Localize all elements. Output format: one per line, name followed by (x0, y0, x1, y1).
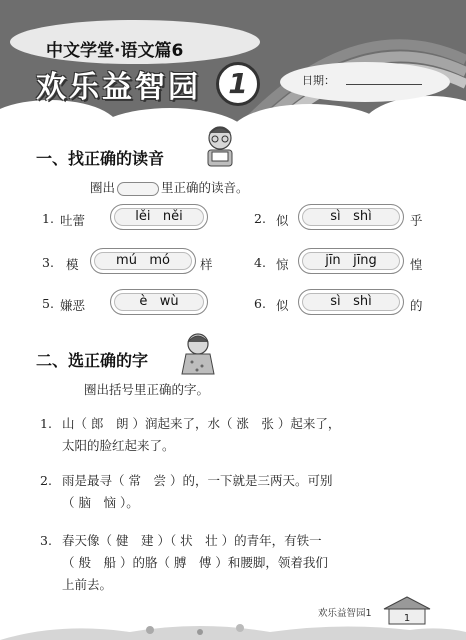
section2-title: 二、选正确的字 (36, 351, 149, 370)
pinyin-choice-pill[interactable] (110, 204, 208, 230)
pinyin-choice-pill[interactable] (110, 289, 208, 315)
item-word-suffix: 的 (410, 298, 423, 313)
sentence-number: 3. (40, 533, 52, 548)
house-icon (382, 595, 432, 625)
capsule-placeholder (117, 182, 159, 196)
pinyin-option[interactable]: shì (353, 294, 372, 309)
series-title: 中文学堂·语文篇6 (46, 41, 184, 61)
item-number: 2. (254, 211, 266, 226)
sentence-line: 上前去。 (62, 577, 113, 592)
pinyin-choice-pill[interactable] (298, 248, 404, 274)
footer-title: 欢乐益智园1 (318, 608, 372, 619)
lesson-number-badge: 1 (216, 62, 260, 106)
pinyin-option[interactable]: mó (149, 253, 170, 268)
item-number: 6. (254, 296, 266, 311)
header-banner (0, 0, 466, 135)
pinyin-option[interactable]: è (139, 294, 148, 309)
item-number: 5. (42, 296, 54, 311)
sentence-line: 太阳的脸红起来了。 (62, 438, 175, 453)
pinyin-option[interactable]: něi (162, 209, 183, 224)
item-word: 惊 (276, 257, 289, 272)
item-word: 嫌恶 (60, 298, 86, 313)
section1-title: 一、找正确的读音 (36, 149, 165, 168)
item-number: 1. (42, 211, 54, 226)
girl-illustration (180, 332, 216, 376)
sentence-line[interactable]: （ 般 船 ）的胳（ 膊 傅 ）和腰脚，领着我们 (62, 555, 328, 570)
banner-title: 欢乐益智园 (36, 70, 201, 105)
pinyin-choice-pill[interactable] (298, 289, 404, 315)
item-word: 似 (276, 213, 289, 228)
item-word: 吐蕾 (60, 213, 86, 228)
item-number: 3. (42, 255, 54, 270)
item-number: 4. (254, 255, 266, 270)
pinyin-option[interactable]: wù (159, 294, 179, 309)
item-word-suffix: 乎 (410, 213, 423, 228)
section1-instruction: 圈出 里正确的读音。 (90, 180, 249, 195)
sentence-line[interactable]: 雨是最寻（ 常 尝 ）的，一下就是三两天。可别 (62, 473, 333, 488)
sentence-number: 2. (40, 473, 52, 488)
pinyin-choice-pill[interactable] (298, 204, 404, 230)
pinyin-choice-pill[interactable] (90, 248, 196, 274)
pinyin-option[interactable]: shì (353, 209, 372, 224)
pinyin-option[interactable]: lěi (135, 209, 151, 224)
item-word-suffix: 惶 (410, 257, 423, 272)
boy-reading-illustration (202, 124, 238, 168)
item-word-suffix: 样 (200, 257, 213, 272)
item-word: 模 (66, 257, 79, 272)
pinyin-option[interactable]: mú (116, 253, 137, 268)
item-word: 似 (276, 298, 289, 313)
date-label: 日期： (302, 74, 335, 87)
pinyin-option[interactable]: sì (330, 294, 341, 309)
pinyin-option[interactable]: sì (330, 209, 341, 224)
pinyin-option[interactable]: jīn (325, 253, 341, 268)
sentence-line[interactable]: （ 脑 恼 ）。 (62, 495, 139, 510)
sentence-line[interactable]: 春天像（ 健 建 ）（ 状 壮 ）的青年，有铁一 (62, 533, 322, 548)
sentence-line[interactable]: 山（ 郎 朗 ）润起来了，水（ 涨 张 ）起来了， (62, 416, 341, 431)
section2-instruction: 圈出括号里正确的字。 (84, 382, 210, 397)
page-number: 1 (403, 613, 411, 624)
pinyin-option[interactable]: jīng (353, 253, 377, 268)
date-field[interactable] (346, 84, 422, 85)
sentence-number: 1. (40, 416, 52, 431)
